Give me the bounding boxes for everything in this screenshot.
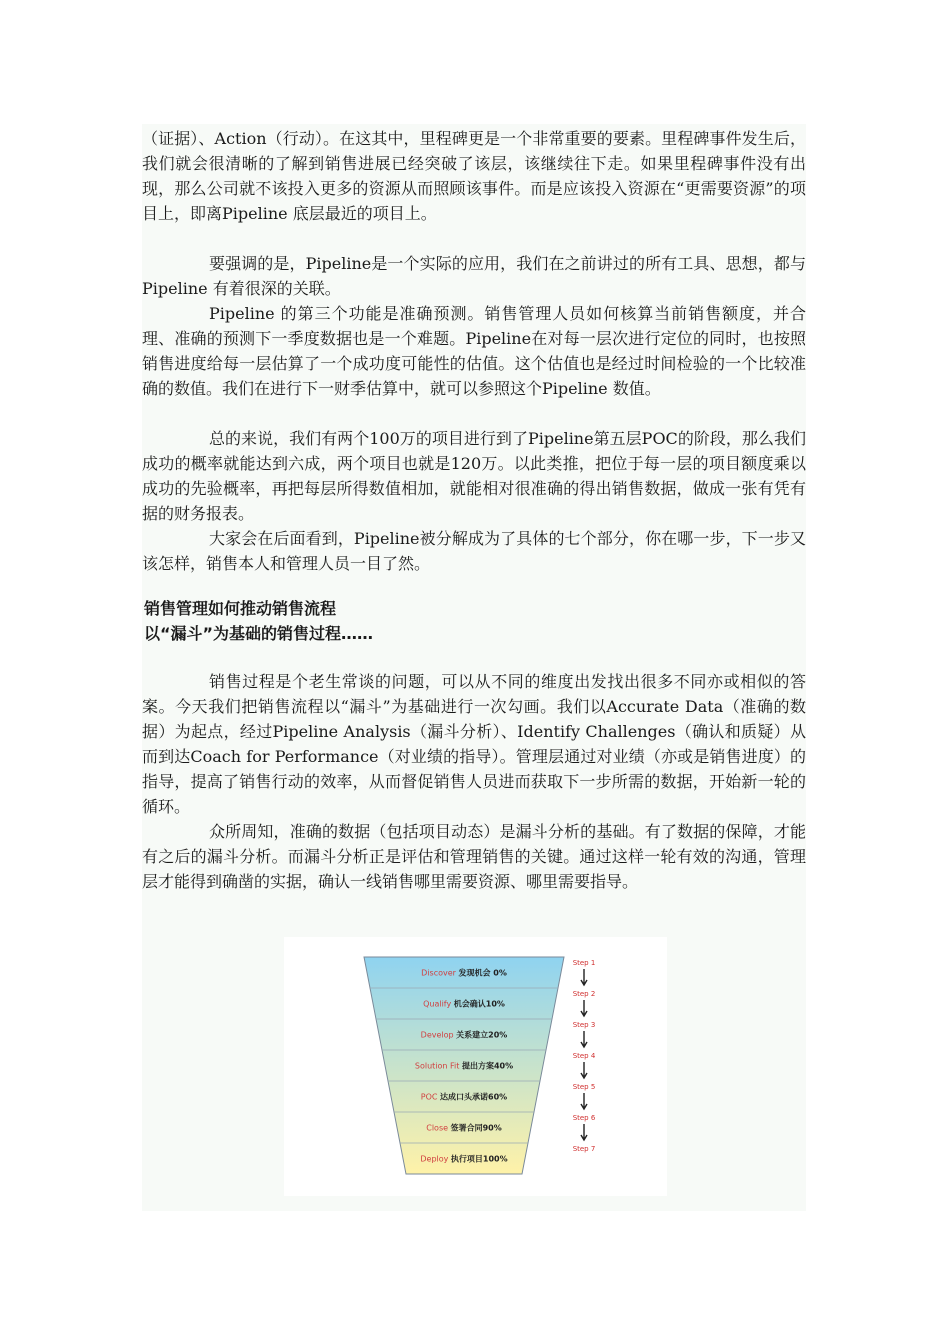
funnel-stage-label: Deploy 执行项目100% [420,1154,508,1164]
funnel-stage-label: Close 签署合同90% [426,1123,502,1133]
paragraph-3: Pipeline 的第三个功能是准确预测。销售管理人员如何核算当前销售额度，并合理、准确的预测下一季度数据也是一个难题。Pipeline在对每一层次进行定位的同时，也按照销售进度给每一层估算了一个成功度可能性的估值。这个估值也是经过时间检验的一个比较准确的数值。我们在进行下一财季估算中，就可以参照这个Pipeline 数值。 [142,304,806,398]
funnel-stage-label: Develop 关系建立20% [420,1030,508,1040]
step-arrow-icon [581,1093,587,1109]
document-body [142,124,806,1211]
sales-funnel-diagram [284,937,667,1196]
step-arrow-icon [581,969,587,985]
funnel-stage-label: Solution Fit 提出方案40% [414,1061,514,1071]
funnel-stage-label: Qualify 机会确认10% [423,999,505,1009]
section-heading: 销售管理如何推动销售流程 [144,599,337,618]
step-label: Step 3 [572,1021,596,1029]
step-label: Step 7 [572,1145,596,1153]
paragraph-6: 销售过程是个老生常谈的问题，可以从不同的维度出发找出很多不同亦或相似的答案。今天我们把销售流程以“漏斗”为基础进行一次勾画。我们以Accurate Data（准确的数据）为起点，经过Pipeline Analysis（漏斗分析）、Identify Challenges（确认和质疑）从而到达Coach for Performance（对业绩的指导）。管理层通过对业绩（亦或是销售进度）的指导，提高了销售行动的效率，从而督促销售人员进而获取下一步所需的数据，开始新一轮的循环。 [142,672,806,816]
paragraph-7: 众所周知，准确的数据（包括项目动态）是漏斗分析的基础。有了数据的保障，才能有之后的漏斗分析。而漏斗分析正是评估和管理销售的关键。通过这样一轮有效的沟通，管理层才能得到确凿的实据，确认一线销售哪里需要资源、哪里需要指导。 [142,822,806,891]
step-label: Step 4 [572,1052,596,1060]
section-subheading: 以“漏斗”为基础的销售过程…… [144,624,374,643]
paragraph-1: （证据）、Action（行动）。在这其中，里程碑更是一个非常重要的要素。里程碑事件发生后，我们就会很清晰的了解到销售进展已经突破了该层，该继续往下走。如果里程碑事件没有出现，那么公司就不该投入更多的资源从而照顾该事件。而是应该投入资源在“更需要资源”的项目上，即离Pipeline 底层最近的项目上。 [142,129,806,223]
step-label: Step 5 [572,1083,596,1091]
step-arrow-icon [581,1124,587,1140]
funnel-stage-label: POC 达成口头承诺60% [420,1092,508,1102]
paragraph-4: 总的来说，我们有两个100万的项目进行到了Pipeline第五层POC的阶段，那么我们成功的概率就能达到六成，两个项目也就是120万。以此类推，把位于每一层的项目额度乘以成功的先验概率，再把每层所得数值相加，就能相对很准确的得出销售数据，做成一张有凭有据的财务报表。 [142,429,806,523]
step-arrow-icon [581,1000,587,1016]
step-label: Step 2 [572,990,596,998]
paragraph-2: 要强调的是，Pipeline是一个实际的应用，我们在之前讲过的所有工具、思想，都与Pipeline 有着很深的关联。 [142,254,806,298]
step-arrow-icon [581,1031,587,1047]
paragraph-5: 大家会在后面看到，Pipeline被分解成为了具体的七个部分，你在哪一步，下一步又该怎样，销售本人和管理人员一目了然。 [142,529,806,573]
funnel-stage-label: Discover 发现机会 0% [421,968,507,978]
step-label: Step 6 [572,1114,596,1122]
sales-funnel-figure [284,937,667,1196]
step-label: Step 1 [572,959,596,967]
step-arrow-icon [581,1062,587,1078]
